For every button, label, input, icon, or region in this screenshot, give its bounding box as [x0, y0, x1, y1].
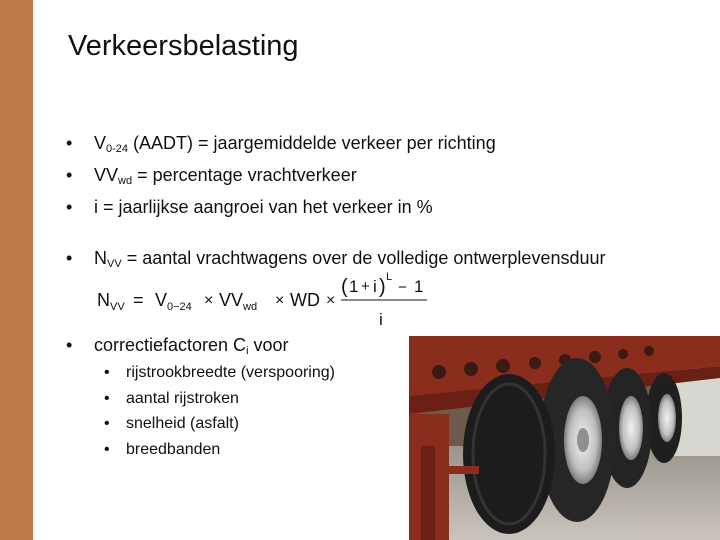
formula-close-paren: )	[379, 276, 386, 298]
formula-v: $V_{0-24}$	[155, 290, 192, 313]
accent-side-bar	[0, 0, 33, 540]
nvv-formula	[95, 270, 435, 330]
formula-times-3: ×	[326, 292, 336, 309]
formula-one: 1	[349, 277, 359, 296]
formula-times-1: ×	[204, 292, 214, 309]
formula-denominator: i	[379, 310, 383, 329]
bullet-correction: • correctiefactoren $C_i$ voor	[66, 332, 289, 364]
formula-plus: +	[361, 278, 370, 295]
correction-sub-list	[104, 360, 335, 462]
bullet-vvwd: • $VV_{wd}$ = percentage vrachtverkeer	[66, 162, 496, 194]
formula-wd: WD	[290, 290, 320, 310]
bullet-growth: • i = jaarlijkse aangroei van het verkeer in %	[66, 194, 496, 220]
bullet-v024: • $V_{0-24}$ (AADT) = jaargemiddelde verkeer per richting	[66, 130, 496, 162]
sub-item: • breedbanden	[104, 437, 335, 463]
formula-exponent: L	[386, 271, 393, 283]
formula-minus: −	[398, 279, 407, 296]
formula-times-2: ×	[275, 292, 285, 309]
sub-item: • snelheid (asfalt)	[104, 411, 335, 437]
formula-minus-one: 1	[414, 277, 424, 296]
slide-title: Verkeersbelasting	[68, 30, 299, 62]
sub-item: • aantal rijstroken	[104, 386, 335, 412]
formula-vv: $VV_{wd}$	[219, 290, 258, 313]
truck-tires-photo	[409, 336, 720, 540]
formula-eq: =	[133, 290, 144, 310]
sub-item: • rijstrookbreedte (verspooring)	[104, 360, 335, 386]
formula-open-paren: (	[341, 276, 348, 298]
definition-list	[66, 130, 496, 220]
formula-lhs: $N_{VV}$	[97, 290, 125, 313]
bullet-nvv: • $N_{VV}$ = aantal vrachtwagens over de volledige ontwerplevensduur	[66, 245, 606, 277]
formula-i-num: i	[373, 277, 377, 296]
